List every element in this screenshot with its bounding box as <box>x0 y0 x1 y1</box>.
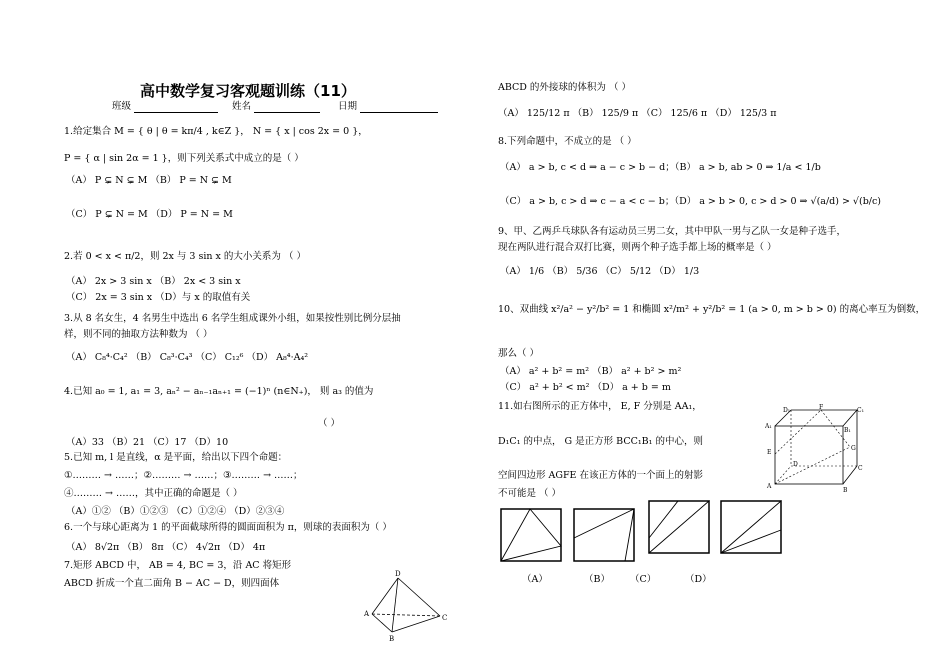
q10-options-cd: （C） a² + b² < m² （D） a + b = m <box>500 382 671 393</box>
q3-options: （A） C₈⁴·C₄² （B） C₈³·C₄³ （C） C₁₂⁶ （D） A₈⁴·A₄² <box>66 352 309 363</box>
q1-options-ab: （A） P ⊊ N ⊊ M （B） P = N ⊊ M <box>66 175 232 186</box>
page-title: 高中数学复习客观题训练（11） <box>140 82 356 100</box>
choice-label-c: （C） <box>630 574 657 585</box>
q9-options: （A） 1/6 （B） 5/36 （C） 5/12 （D） 1/3 <box>500 266 700 277</box>
q7-cont-line1: ABCD 的外接球的体积为 （ ） <box>498 82 631 93</box>
q2-line1: 2.若 0 < x < π/2，则 2x 与 3 sin x 的大小关系为 （ ） <box>64 251 306 262</box>
cube-label-a1: A₁ <box>765 423 772 430</box>
q1-options-cd: （C） P ⊊ N = M （D） P = N = M <box>66 209 233 220</box>
q5-line3: ④……… → ……，其中正确的命题是（ ） <box>64 488 243 499</box>
q11-line4: 不可能是 （ ） <box>498 488 562 499</box>
q4-line1: 4.已知 a₀ = 1, a₁ = 3, aₙ² − aₙ₋₁aₙ₊₁ = (−1)ⁿ (n∈N₊)， 则 a₃ 的值为 <box>64 386 374 397</box>
cube-label-d1: D₁ <box>783 407 791 414</box>
cube-label-a: A <box>767 483 772 490</box>
cube-label-c: C <box>858 465 863 472</box>
class-blank <box>134 112 218 113</box>
q8-line1: 8.下列命题中，不成立的是 （ ） <box>498 136 637 147</box>
choice-label-a: （A） <box>522 574 548 585</box>
q7-line1: 7.矩形 ABCD 中， AB = 4, BC = 3，沿 AC 将矩形 <box>64 560 292 571</box>
name-label: 姓名 <box>232 101 252 112</box>
choice-figure-a <box>500 508 562 562</box>
q2-options-ab: （A） 2x > 3 sin x （B） 2x < 3 sin x <box>66 276 241 287</box>
q9-line1: 9、甲、乙两乒乓球队各有运动员三男二女，其中甲队一男与乙队一女是种子选手， <box>498 226 847 237</box>
q10-line2: 那么（ ） <box>498 348 540 359</box>
tetra-label-d: D <box>395 570 401 578</box>
q11-line3: 空间四边形 AGFE 在该正方体的一个面上的射影 <box>498 470 704 481</box>
date-label: 日期 <box>338 101 358 112</box>
tetra-label-b: B <box>389 635 395 642</box>
q6-options: （A） 8√2π （B） 8π （C） 4√2π （D） 4π <box>66 542 266 553</box>
choice-figure-b <box>573 508 635 562</box>
q3-line1: 3.从 8 名女生，4 名男生中选出 6 名学生组成课外小组，如果按性别比例分层抽 <box>64 313 401 324</box>
cube-figure <box>765 404 865 494</box>
q5-line1: 5.已知 m, l 是直线，α 是平面，给出以下四个命题： <box>64 452 288 463</box>
tetra-label-c: C <box>442 614 448 622</box>
cube-label-d: D <box>793 461 798 468</box>
q10-line1: 10、双曲线 x²/a² − y²/b² = 1 和椭圆 x²/m² + y²/b² = 1 (a > 0, m > b > 0) 的离心率互为倒数， <box>498 304 926 315</box>
q8-options-ab: （A） a > b, c < d ⇒ a − c > b − d；（B） a > b, ab > 0 ⇒ 1/a < 1/b <box>500 162 821 173</box>
cube-label-c1: C₁ <box>857 407 864 414</box>
name-blank <box>254 112 320 113</box>
q5-line2: ①……… → ……；②……… → ……；③……… → ……； <box>64 470 303 481</box>
q6-line1: 6.一个与球心距离为 1 的平面截球所得的圆面面积为 π，则球的表面积为（ ） <box>64 522 392 533</box>
q4-paren: （ ） <box>318 418 341 429</box>
q7-line2: ABCD 折成一个直二面角 B − AC − D，则四面体 <box>64 578 280 589</box>
date-blank <box>360 112 438 113</box>
q2-options-cd: （C） 2x = 3 sin x （D）与 x 的取值有关 <box>66 292 251 303</box>
tetra-label-a: A <box>364 610 370 618</box>
q3-line2: 样，则不同的抽取方法种数为 （ ） <box>64 329 213 340</box>
class-label: 班级 <box>112 101 132 112</box>
cube-label-e: E <box>767 449 772 456</box>
choice-label-b: （B） <box>584 574 610 585</box>
tetrahedron-figure <box>362 570 452 642</box>
q9-line2: 现在两队进行混合双打比赛，则两个种子选手都上场的概率是（ ） <box>498 242 777 253</box>
choice-label-d: （D） <box>685 574 712 585</box>
q1-line1: 1.给定集合 M = { θ | θ = kπ/4 , k∈Z }， N = { x | cos 2x = 0 }， <box>64 126 368 137</box>
cube-label-b1: B₁ <box>844 427 851 434</box>
choice-figure-c <box>648 500 710 554</box>
cube-label-g: G <box>851 445 856 452</box>
q7-options: （A） 125/12 π （B） 125/9 π （C） 125/6 π （D） 125/3 π <box>498 108 777 119</box>
q11-line2: D₁C₁ 的中点， G 是正方形 BCC₁B₁ 的中心，则 <box>498 436 703 447</box>
q8-options-cd: （C） a > b, c > d ⇒ c − a < c − b；（D） a > b > 0, c > d > 0 ⇒ √(a/d) > √(b/c) <box>500 196 881 207</box>
q4-options: （A）33 （B）21 （C）17 （D）10 <box>66 437 229 448</box>
choice-figure-d <box>720 500 782 554</box>
cube-label-b: B <box>843 487 848 494</box>
q5-options: （A）①② （B）①②③ （C）①②④ （D）②③④ <box>66 506 285 517</box>
q11-line1: 11.如右图所示的正方体中， E, F 分别是 AA₁， <box>498 401 702 412</box>
cube-label-f: F <box>819 404 824 411</box>
q10-options-ab: （A） a² + b² = m² （B） a² + b² > m² <box>500 366 682 377</box>
q1-line2: P = { α | sin 2α = 1 }，则下列关系式中成立的是（ ） <box>64 153 304 164</box>
